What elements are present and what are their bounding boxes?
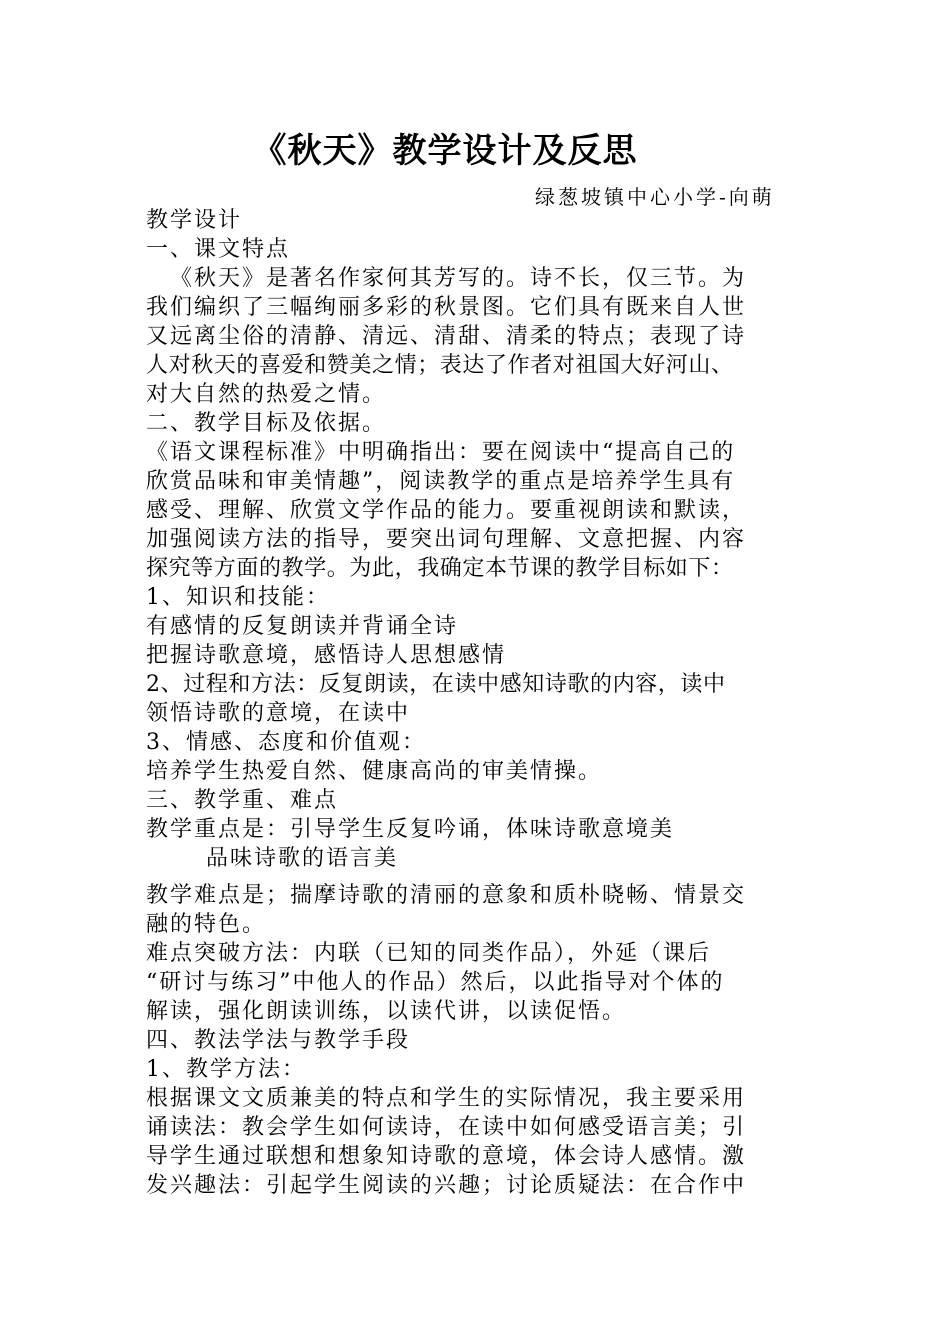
text-line: 人对秋天的喜爱和赞美之情；表达了作者对祖国大好河山、 [146,353,734,378]
text-line: 我们编织了三幅绚丽多彩的秋景图。它们具有既来自人世 [146,295,747,320]
text-line: 融的特色。 [146,912,267,937]
section-heading-1: 一、课文特点 [146,237,291,262]
text-line: 解读，强化朗读训练，以读代讲，以读促悟。 [146,999,627,1024]
document-body [146,206,806,1200]
text-line: 对大自然的热爱之情。 [146,382,387,407]
text-line: 品味诗歌的语言美 [206,846,399,871]
section-heading-4: 四、教法学法与教学手段 [146,1028,411,1053]
document-title: 《秋天》教学设计及反思 [252,131,638,171]
text-line: 发兴趣法：引起学生阅读的兴趣；讨论质疑法：在合作中 [146,1173,747,1198]
section-heading-design: 教学设计 [146,208,243,233]
section-heading-3: 三、教学重、难点 [146,788,339,813]
text-line: 《秋天》是著名作家何其芳写的。诗不长，仅三节。为 [170,266,747,291]
text-line: 把握诗歌意境，感悟诗人思想感情 [146,643,507,668]
text-line: 诵读法：教会学生如何读诗，在读中如何感受语言美；引 [146,1115,747,1140]
text-line: 《语文课程标准》中明确指出：要在阅读中“提高自己的 [146,440,736,465]
text-line: 感受、理解、欣赏文学作品的能力。要重视朗读和默读， [146,498,747,523]
text-line: 教学难点是；揣摩诗歌的清丽的意象和质朴晓畅、情景交 [146,883,747,908]
subheading-emotion: 3、情感、态度和价值观： [146,730,426,755]
text-line: 根据课文文质兼美的特点和学生的实际情况，我主要采用 [146,1086,747,1111]
text-line: 难点突破方法：内联（已知的同类作品），外延（课后 [146,941,712,966]
document-author: 绿葱坡镇中心小学-向萌 [535,185,775,209]
text-line: 教学重点是：引导学生反复吟诵，体味诗歌意境美 [146,817,675,842]
section-heading-2: 二、教学目标及依据。 [146,411,387,436]
text-line: “研讨与练习”中他人的作品）然后，以此指导对个体的 [146,970,725,995]
text-line: 探究等方面的教学。为此，我确定本节课的教学目标如下： [146,556,734,581]
text-line: 有感情的反复朗读并背诵全诗 [146,614,459,639]
text-line: 加强阅读方法的指导，要突出词句理解、文意把握、内容 [146,527,747,552]
text-line: 又远离尘俗的清静、清远、清甜、清柔的特点；表现了诗 [146,324,747,349]
text-line: 欣赏品味和审美情趣”，阅读教学的重点是培养学生具有 [146,469,736,494]
subheading-knowledge: 1、知识和技能： [146,585,330,610]
subheading-method: 1、教学方法： [146,1057,306,1082]
text-line: 培养学生热爱自然、健康高尚的审美情操。 [146,759,603,784]
text-line: 导学生通过联想和想象知诗歌的意境，体会诗人感情。激 [146,1144,747,1169]
text-line: 领悟诗歌的意境，在读中 [146,701,411,726]
text-line: 2、过程和方法：反复朗读，在读中感知诗歌的内容，读中 [146,672,726,697]
